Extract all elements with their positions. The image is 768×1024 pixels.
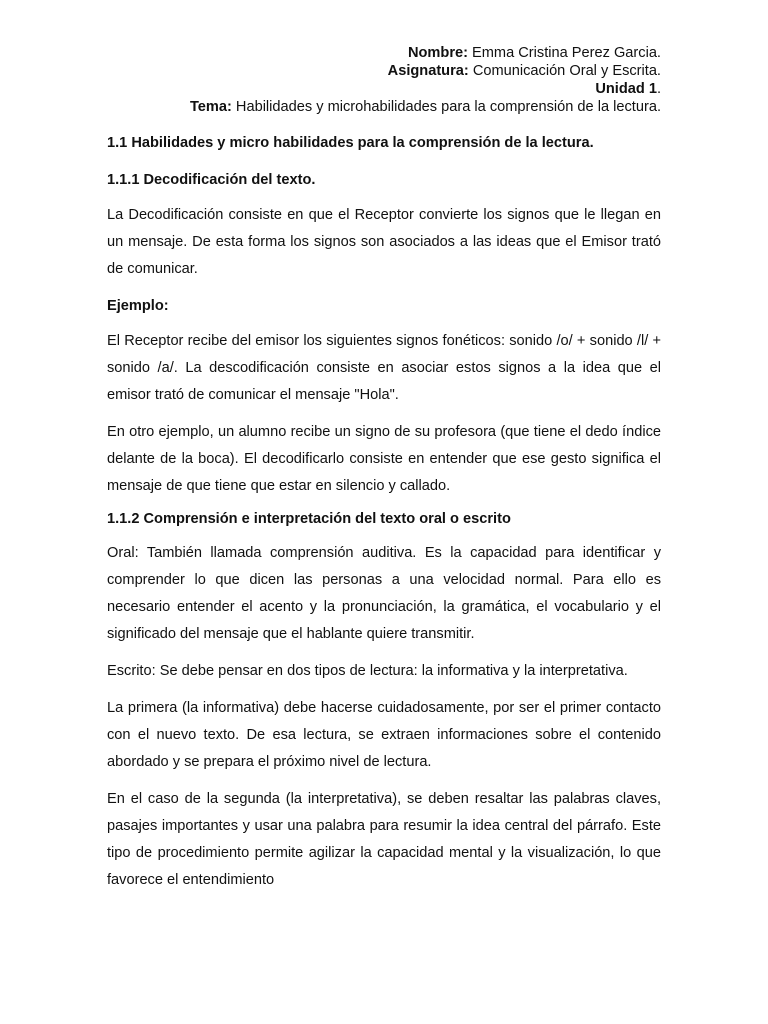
topic-label: Tema:: [189, 99, 232, 115]
comprehension-section-title: 1.1.2 Comprensión e interpretación del texto oral o escrito: [107, 511, 511, 527]
topic-line: [107, 98, 661, 116]
subject-label: Asignatura:: [387, 63, 469, 79]
unit-line: [107, 80, 661, 98]
document-page: [107, 44, 661, 894]
decoding-paragraph: La Decodificación consiste en que el Receptor convierte los signos que le llegan en un mensaje. De esta forma los signos son asociados a las ideas que el Emisor trató de comunicar.: [107, 207, 661, 277]
decoding-section-title: 1.1.1 Decodificación del texto.: [107, 172, 316, 188]
oral-paragraph: Oral: También llamada comprensión auditiva. Es la capacidad para identificar y comprender lo que dicen las personas a una velocidad normal. Para ello es necesario entender el acento y la pronunciación, la gramática, el vocabulario y el significado del mensaje que el hablante quiere transmitir.: [107, 545, 661, 642]
name-label: Nombre:: [407, 45, 468, 61]
document-header: [107, 44, 661, 116]
topic-value: Habilidades y microhabilidades para la comprensión de la lectura.: [235, 99, 661, 115]
name-line: [107, 44, 661, 62]
subject-value: Comunicación Oral y Escrita.: [472, 63, 661, 79]
unit-label: Unidad 1: [595, 81, 657, 97]
example-paragraph-2: En otro ejemplo, un alumno recibe un signo de su profesora (que tiene el dedo índice delante de la boca). El decodificarlo consiste en entender que ese gesto significa el mensaje de que tiene que estar en silencio y callado.: [107, 424, 661, 494]
first-type-paragraph: La primera (la informativa) debe hacerse cuidadosamente, por ser el primer contacto con el nuevo texto. De esa lectura, se extraen informaciones sobre el contenido abordado y se prepara el próximo nivel de lectura.: [107, 700, 661, 770]
written-paragraph: Escrito: Se debe pensar en dos tipos de lectura: la informativa y la interpretativa.: [107, 663, 628, 679]
example-paragraph-1: El Receptor recibe del emisor los siguientes signos fonéticos: sonido /o/ + sonido /l/ + sonido /a/. La descodificación consiste en asociar estos signos a la idea que el emisor trató de comunicar el mensaje "Hola".: [107, 333, 661, 403]
unit-suffix: .: [656, 81, 661, 97]
second-type-paragraph: En el caso de la segunda (la interpretativa), se deben resaltar las palabras claves, pasajes importantes y usar una palabra para resumir la idea central del párrafo. Este tipo de procedimiento permite agilizar la capacidad mental y la visualización, lo que favorece el entendimiento: [107, 791, 661, 888]
name-value: Emma Cristina Perez Garcia.: [472, 45, 661, 61]
example-title: Ejemplo:: [107, 298, 169, 314]
subject-line: [107, 62, 661, 80]
main-section-title: 1.1 Habilidades y micro habilidades para la comprensión de la lectura.: [107, 135, 594, 151]
